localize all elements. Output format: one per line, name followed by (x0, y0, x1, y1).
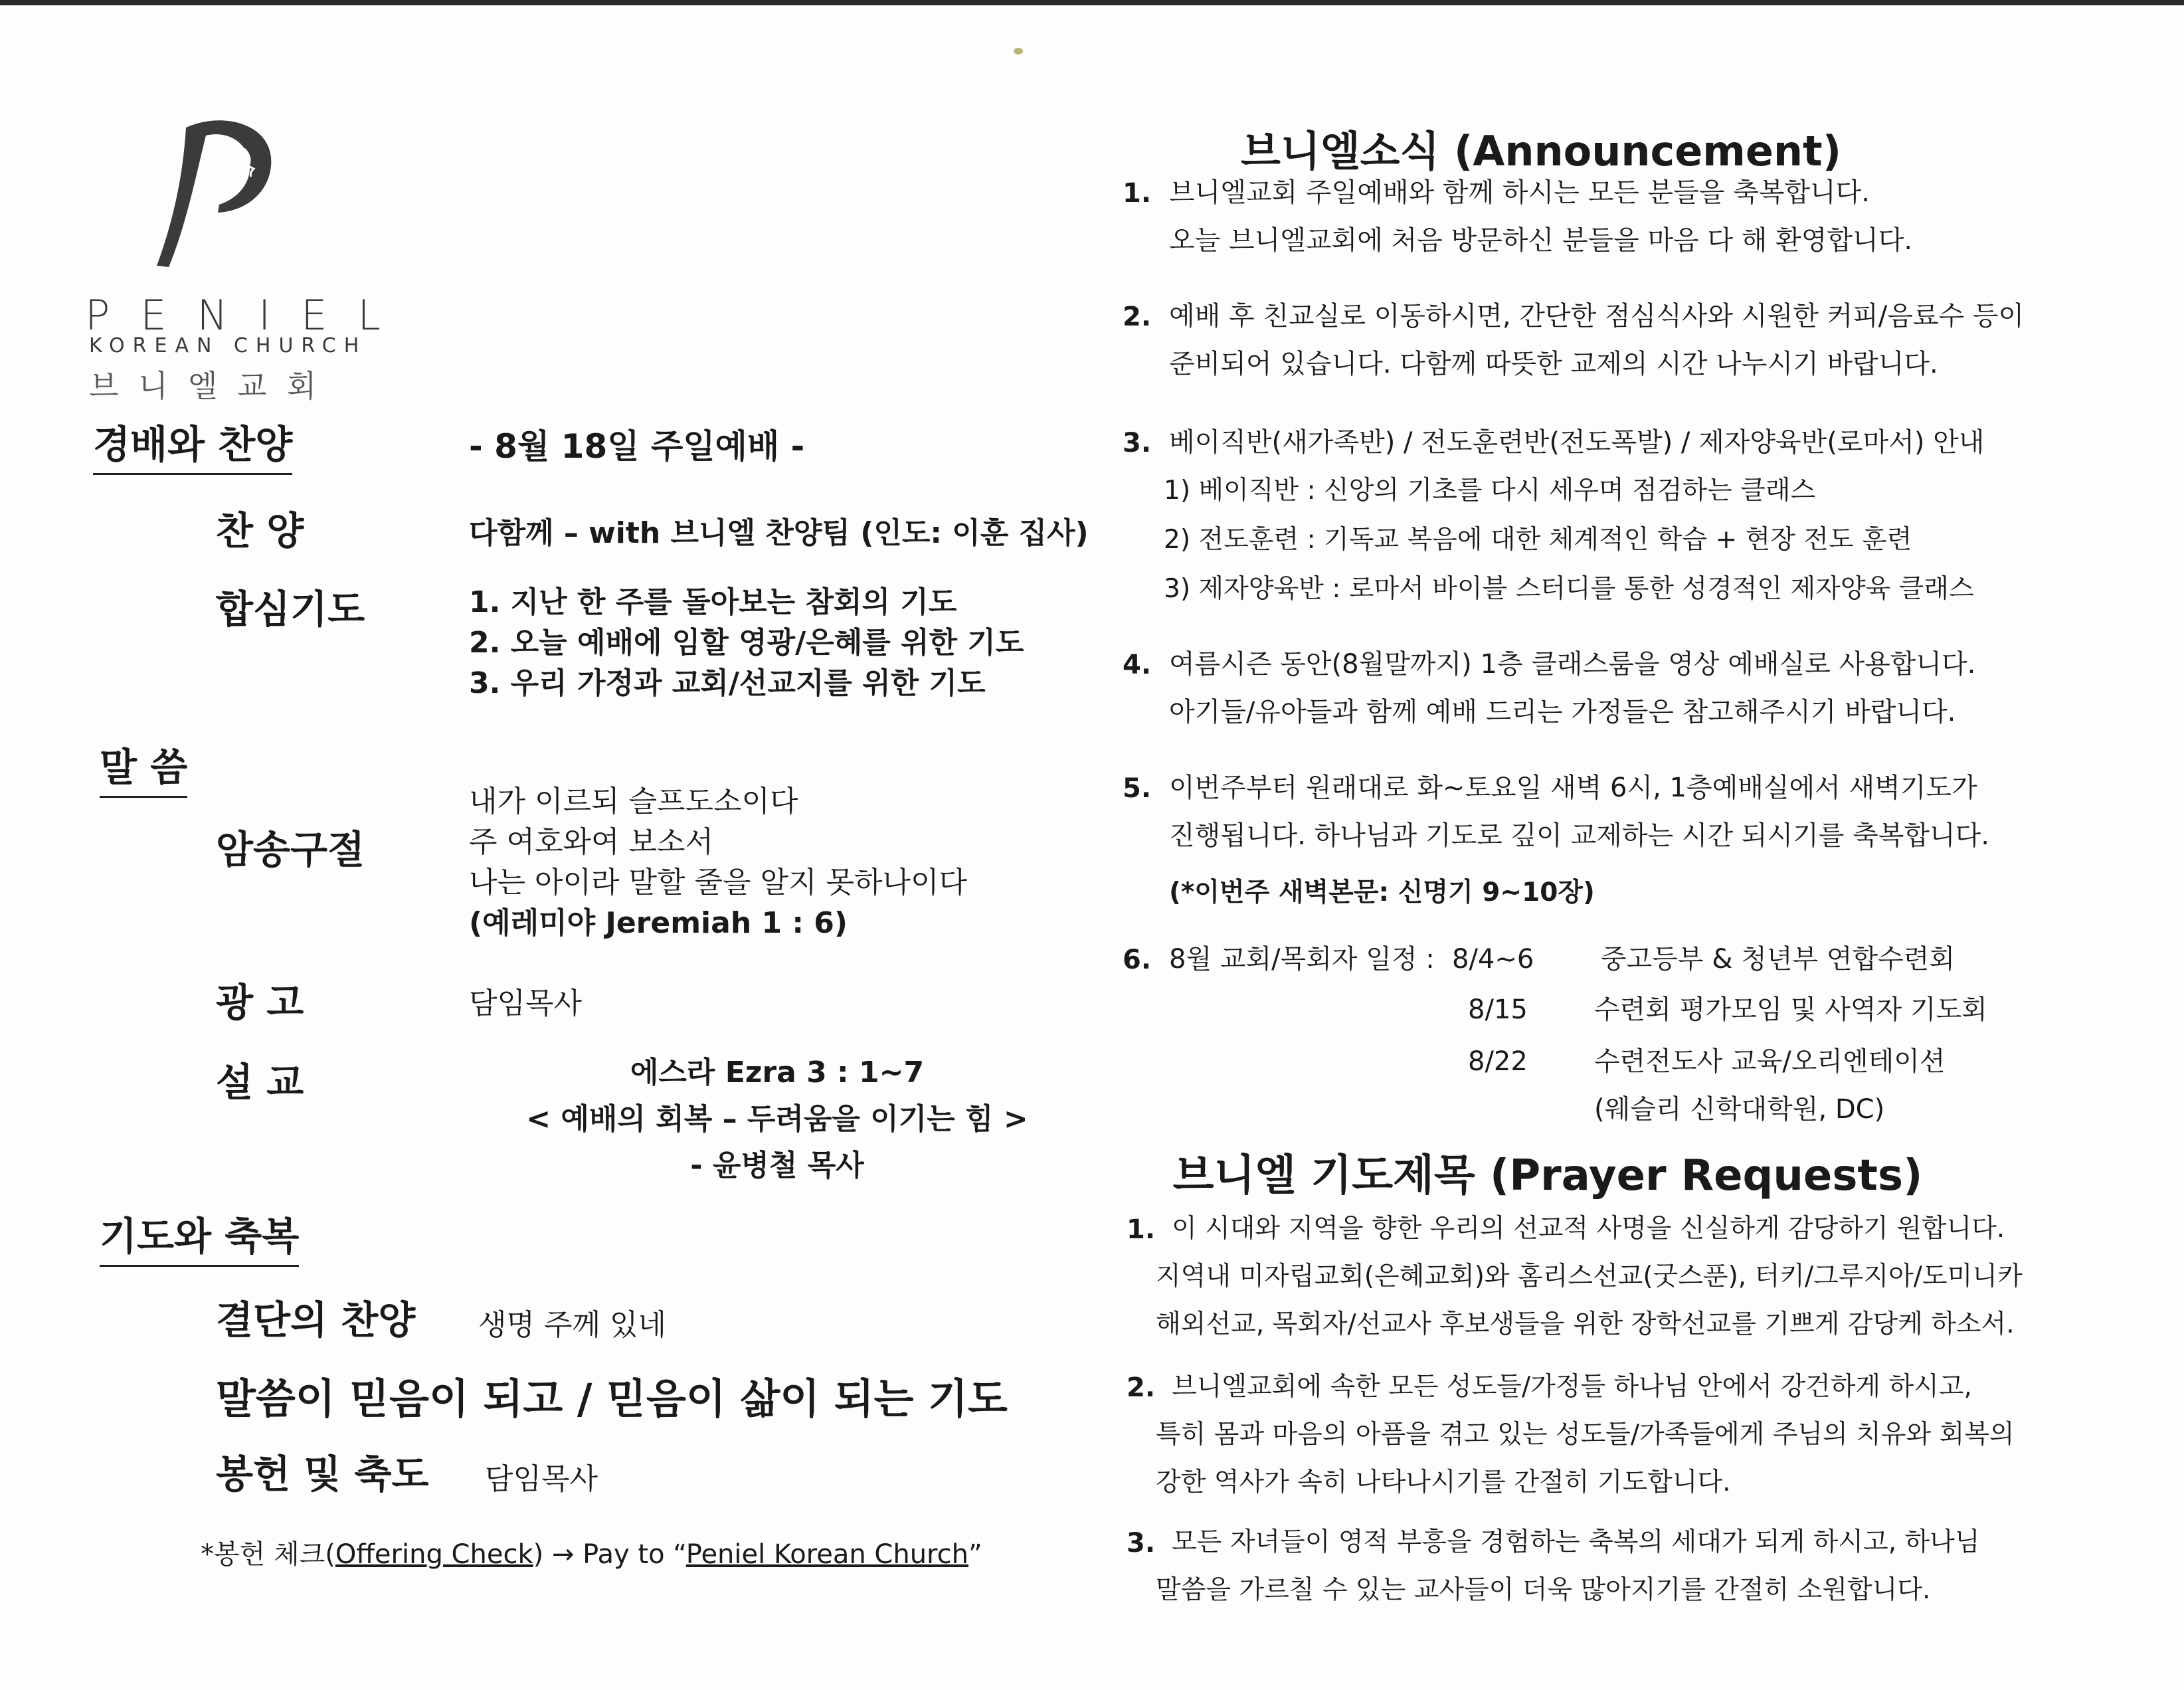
schedule-event: 수련전도사 교육/오리엔테이션 (1594, 1046, 1946, 1077)
prayer-request-item (1156, 1519, 1980, 1614)
dawn-text-note: (*이번주 새벽본문: 신명기 9~10장) (1169, 878, 1595, 907)
praise-label: 찬 양 (216, 508, 304, 553)
prayer-item: 2. 오늘 예배에 임할 영광/은혜를 위한 기도 (469, 626, 1024, 660)
announcement-line: 진행됩니다. 하나님과 기도로 깊이 교제하는 시간 되시기를 축복합니다. (1169, 820, 1989, 851)
prayer-request-number: 3. (1127, 1528, 1156, 1558)
class-list (1164, 466, 1974, 614)
announcement-number: 2. (1123, 302, 1152, 332)
praise-value: 다함께 – with 브니엘 찬양팀 (인도: 이훈 집사) (469, 516, 1089, 550)
prayer-request-line: 특히 몸과 마음의 아픔을 겪고 있는 성도들/가족들에게 주님의 치유와 회복의 (1156, 1420, 2015, 1450)
sermon-scripture: 에스라 Ezra 3 : 1~7 (630, 1056, 925, 1089)
word-heading: 말 씀 (100, 736, 187, 798)
schedule-intro: 8월 교회/목회자 일정 : (1169, 944, 1435, 975)
decision-song-value: 생명 주께 있네 (478, 1308, 666, 1342)
offering-check-text: Offering Check (335, 1539, 533, 1570)
prayer-request-item (1156, 1205, 2023, 1349)
scan-speck (1014, 48, 1023, 54)
prayer-blessing-heading: 기도와 축복 (100, 1205, 299, 1267)
memory-verse-label: 암송구절 (216, 827, 365, 872)
prayer-request-line: 해외선교, 목회자/선교사 후보생들을 위한 장학선교를 기쁘게 감당케 하소서. (1156, 1309, 2015, 1339)
prayer-label: 합심기도 (216, 587, 365, 632)
announcement-line: 준비되어 있습니다. 다함께 따뜻한 교제의 시간 나누시기 바랍니다. (1169, 349, 1938, 379)
offering-note (201, 1533, 982, 1571)
announcement-number: 3. (1123, 428, 1152, 458)
schedule-event-location: (웨슬리 신학대학원, DC) (1594, 1094, 1885, 1125)
announcement-line: 아기들/유아들과 함께 예배 드리는 가정들은 참고해주시기 바랍니다. (1169, 697, 1956, 727)
logo-korean-name: 브니엘교회 (89, 368, 337, 404)
payee-name: Peniel Korean Church (685, 1539, 968, 1570)
prayer-request-line: 브니엘교회에 속한 모든 성도들/가정들 하나님 안에서 강건하게 하시고, (1172, 1372, 1972, 1402)
prayer-request-line: 강한 역사가 속히 나타나시기를 간절히 기도합니다. (1156, 1467, 1731, 1497)
decision-song-label: 결단의 찬양 (216, 1297, 416, 1343)
verse-reference: (예레미야 Jeremiah 1 : 6) (469, 906, 848, 940)
prayer-list (469, 582, 1024, 704)
announce-label: 광 고 (216, 980, 304, 1025)
announcement-number: 6. (1123, 945, 1152, 975)
announce-value: 담임목사 (469, 986, 583, 1020)
offering-label: 봉헌 및 축도 (216, 1452, 429, 1497)
sermon-preacher: - 윤병철 목사 (690, 1149, 864, 1182)
sermon-label: 설 교 (216, 1060, 304, 1105)
announcement-item (1169, 169, 1912, 264)
schedule-date: 8/4~6 (1452, 944, 1534, 975)
class-item: 1) 베이직반 : 신앙의 기초를 다시 세우며 점검하는 클래스 (1164, 476, 1816, 506)
prayer-item: 1. 지난 한 주를 돌아보는 참회의 기도 (469, 585, 957, 619)
announcement-number: 5. (1123, 773, 1152, 804)
announcement-line: 오늘 브니엘교회에 처음 방문하신 분들을 마음 다 해 환영합니다. (1169, 225, 1913, 256)
announcement-line: 이번주부터 원래대로 화~토요일 새벽 6시, 1층예배실에서 새벽기도가 (1169, 773, 1977, 803)
verse-line: 주 여호와여 보소서 (469, 825, 714, 859)
verse-line: 내가 이르되 슬프도소이다 (469, 785, 798, 818)
scan-edge (0, 0, 2184, 5)
schedule-event: 수련회 평가모임 및 사역자 기도회 (1594, 994, 1987, 1025)
sermon-info (505, 1050, 1049, 1189)
sermon-title: < 예배의 회복 – 두려움을 이기는 힘 > (526, 1102, 1028, 1136)
prayer-request-line: 이 시대와 지역을 향한 우리의 선교적 사명을 신실하게 감당하기 원합니다. (1172, 1214, 2005, 1244)
prayer-request-number: 1. (1127, 1214, 1156, 1245)
logo-subtitle: KOREAN CHURCH (89, 334, 367, 357)
word-prayer: 말씀이 믿음이 되고 / 믿음이 삶이 되는 기도 (216, 1374, 1008, 1423)
logo-name: PENIEL (85, 291, 411, 339)
schedule-date: 8/22 (1468, 1046, 1528, 1077)
announcement-line: 브니엘교회 주일예배와 함께 하시는 모든 분들을 축복합니다. (1169, 177, 1870, 208)
prayer-request-number: 2. (1127, 1372, 1156, 1403)
class-item: 2) 전도훈련 : 기독교 복음에 대한 체계적인 학습 + 현장 전도 훈련 (1164, 525, 1912, 555)
memory-verse (469, 781, 967, 943)
schedule-date: 8/15 (1468, 994, 1528, 1025)
offering-value: 담임목사 (485, 1462, 598, 1496)
announcement-item (1169, 640, 1975, 736)
announcement-item (1169, 292, 2024, 388)
prayer-request-item (1156, 1363, 2015, 1507)
announcement-item (1169, 764, 1989, 860)
prayer-requests-title: 브니엘 기도제목 (Prayer Requests) (1172, 1151, 1923, 1200)
worship-heading: 경배와 찬양 (93, 413, 292, 475)
prayer-request-line: 모든 자녀들이 영적 부흥을 경험하는 축복의 세대가 되게 하시고, 하나님 (1172, 1527, 1980, 1557)
offering-note-mid: ) → Pay to “ (533, 1539, 686, 1570)
announcement-line: 여름시즌 동안(8월말까지) 1층 클래스룸을 영상 예배실로 사용합니다. (1169, 649, 1976, 680)
announcement-line: 예배 후 친교실로 이동하시면, 간단한 점심식사와 시원한 커피/음료수 등이 (1169, 301, 2025, 331)
prayer-request-line: 지역내 미자립교회(은혜교회)와 홈리스선교(굿스푼), 터키/그루지아/도미니카 (1156, 1262, 2023, 1291)
service-title: - 8월 18일 주일예배 - (469, 427, 805, 466)
verse-line: 나는 아이라 말할 줄을 알지 못하나이다 (469, 866, 967, 899)
offering-note-suffix: ” (968, 1539, 982, 1570)
class-item: 3) 제자양육반 : 로마서 바이블 스터디를 통한 성경적인 제자양육 클래스 (1164, 574, 1974, 604)
offering-note-prefix: *봉헌 체크( (201, 1539, 335, 1570)
prayer-item: 3. 우리 가정과 교회/선교지를 위한 기도 (469, 666, 986, 700)
announcement-title: 브니엘소식 (Announcement) (1240, 127, 1842, 175)
announcement-item (1169, 419, 1984, 466)
prayer-request-line: 말씀을 가르칠 수 있는 교사들이 더욱 많아지기를 간절히 소원합니다. (1156, 1575, 1931, 1605)
announcement-number: 4. (1123, 650, 1152, 680)
announcement-line: 베이직반(새가족반) / 전도훈련반(전도폭발) / 제자양육반(로마서) 안내 (1169, 427, 1985, 458)
announcement-number: 1. (1123, 178, 1152, 209)
schedule-event: 중고등부 & 청년부 연합수련회 (1601, 944, 1956, 975)
peniel-p-logo-icon (145, 113, 278, 272)
